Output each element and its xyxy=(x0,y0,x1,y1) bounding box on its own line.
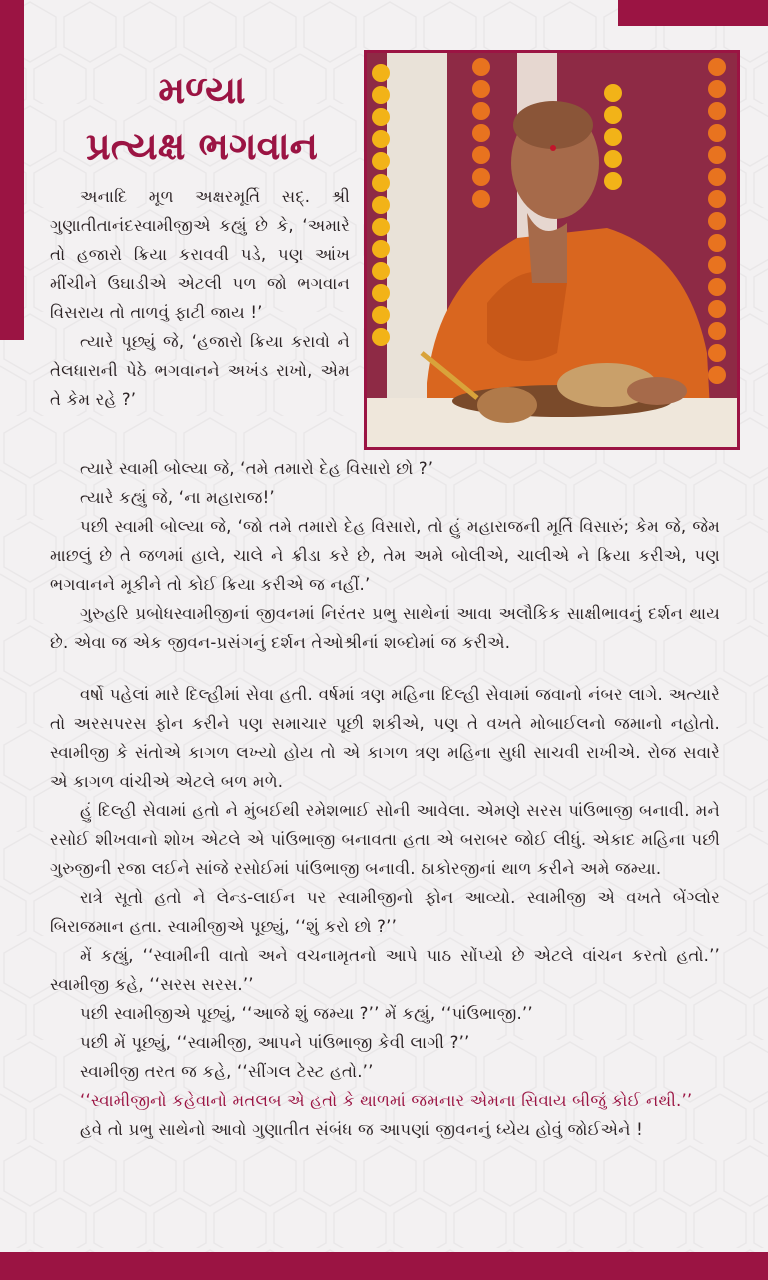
photo-illustration xyxy=(367,53,737,447)
left-accent-bar xyxy=(0,0,24,340)
dialogue-paragraph-3: પછી સ્વામી બોલ્યા જે, ‘જો તમે તમારો દેહ વિસારો, તો હું મહારાજની મૂર્તિ વિસારું; કેમ જે, જેમ માછલું છે તે જળમાં હાલે, ચાલે ને ક્રીડા કરે છે, તેમ અમે બોલીએ, ચાલીએ ને ક્રિયા કરીએ, પણ ભગવાનને મૂકીને તો કોઈ ક્રિયા કરીએ જ નહીં.’ xyxy=(50,517,720,594)
title-line-2: પ્રત્યક્ષ ભગવાન xyxy=(86,124,318,168)
story-paragraphs xyxy=(50,680,720,1144)
story-paragraph-5: પછી સ્વામીજીએ પૂછ્યું, ‘‘આજે શું જમ્યા ?’’ મેં કહ્યું, ‘‘પાંઉભાજી.’’ xyxy=(80,1004,533,1023)
swami-photo xyxy=(364,50,740,450)
intro-paragraph-2: ત્યારે પૂછ્યું જે, ‘હજારો ક્રિયા કરાવો ને તેલધારાની પેઠે ભગવાનને અખંડ રાખો, એમ તે કેમ રહે ?’ xyxy=(50,332,350,409)
story-paragraph-3: રાત્રે સૂતો હતો ને લેન્ડ-લાઈન પર સ્વામીજીનો ફોન આવ્યો. સ્વામીજી એ વખતે બેંગ્લોર બિરાજમાન હતા. સ્વામીજીએ પૂછ્યું, ‘‘શું કરો છો ?’’ xyxy=(50,888,720,936)
dialogue-paragraph-2: ત્યારે કહ્યું જે, ‘ના મહારાજ!’ xyxy=(80,488,275,507)
highlight-quote: ‘‘સ્વામીજીનો કહેવાનો મતલબ એ હતો કે થાળમાં જમનાર એમના સિવાય બીજું કોઈ નથી.’’ xyxy=(80,1091,693,1110)
intro-paragraph-1: અનાદિ મૂળ અક્ષરમૂર્તિ સદ્. શ્રી ગુણાતીતાનંદસ્વામીજીએ કહ્યું છે કે, ‘અમારે તો હજારો ક્રિયા કરાવવી પડે, પણ આંખ મીંચીને ઉઘાડીએ એટલી પળ જો ભગવાન વિસરાય તો તાળવું ફાટી જાય !’ xyxy=(50,187,350,322)
closing-paragraph: હવે તો પ્રભુ સાથેનો આવો ગુણાતીત સંબંધ જ આપણાં જીવનનું ધ્યેય હોવું જોઈએને ! xyxy=(80,1120,643,1139)
title-line-1: મળ્યા xyxy=(158,68,246,112)
page-title xyxy=(52,62,352,174)
story-paragraph-4: મેં કહ્યું, ‘‘સ્વામીની વાતો અને વચનામૃતનો આપે પાઠ સોંપ્યો છે એટલે વાંચન કરતો હતો.’’ સ્વામીજી કહે, ‘‘સરસ સરસ.’’ xyxy=(50,946,720,994)
story-paragraph-1: વર્ષો પહેલાં મારે દિલ્હીમાં સેવા હતી. વર્ષમાં ત્રણ મહિના દિલ્હી સેવામાં જવાનો નંબર લાગે. અત્યારે તો અરસપરસ ફોન કરીને પણ સમાચાર પૂછી શકીએ, પણ તે વખતે મોબાઈલનો જમાનો નહોતો. સ્વામીજી કે સંતોએ કાગળ લખ્યો હોય તો એ કાગળ ત્રણ મહિના સુધી સાચવી રાખીએ. રોજ સવારે એ કાગળ વાંચીએ એટલે બળ મળે. xyxy=(50,685,720,791)
dialogue-paragraphs xyxy=(50,454,720,657)
story-paragraph-2: હું દિલ્હી સેવામાં હતો ને મુંબઈથી રમેશભાઈ સોની આવેલા. એમણે સરસ પાંઉભાજી બનાવી. મને રસોઈ શીખવાનો શોખ એટલે એ પાંઉભાજી બનાવતા હતા એ બરાબર જોઈ લીધું. એકાદ મહિના પછી ગુરુજીની રજા લઈને સાંજે રસોઈમાં પાંઉભાજી બનાવી. ઠાકોરજીનાં થાળ કરીને અમે જમ્યા. xyxy=(50,801,720,878)
dialogue-paragraph-4: ગુરુહરિ પ્રબોધસ્વામીજીનાં જીવનમાં નિરંતર પ્રભુ સાથેનાં આવા અલૌકિક સાક્ષીભાવનું દર્શન થાય છે. એવા જ એક જીવન-પ્રસંગનું દર્શન તેઓશ્રીનાં શબ્દોમાં જ કરીએ. xyxy=(50,604,720,652)
dialogue-paragraph-1: ત્યારે સ્વામી બોલ્યા જે, ‘તમે તમારો દેહ વિસારો છો ?’ xyxy=(80,459,434,478)
story-paragraph-7: સ્વામીજી તરત જ કહે, ‘‘સીંગલ ટેસ્ટ હતો.’’ xyxy=(80,1062,374,1081)
intro-paragraphs xyxy=(50,182,350,414)
story-paragraph-6: પછી મેં પૂછ્યું, ‘‘સ્વામીજી, આપને પાંઉભાજી કેવી લાગી ?’’ xyxy=(80,1033,470,1052)
top-right-accent-bar xyxy=(618,0,768,26)
bottom-accent-bar xyxy=(0,1252,768,1280)
